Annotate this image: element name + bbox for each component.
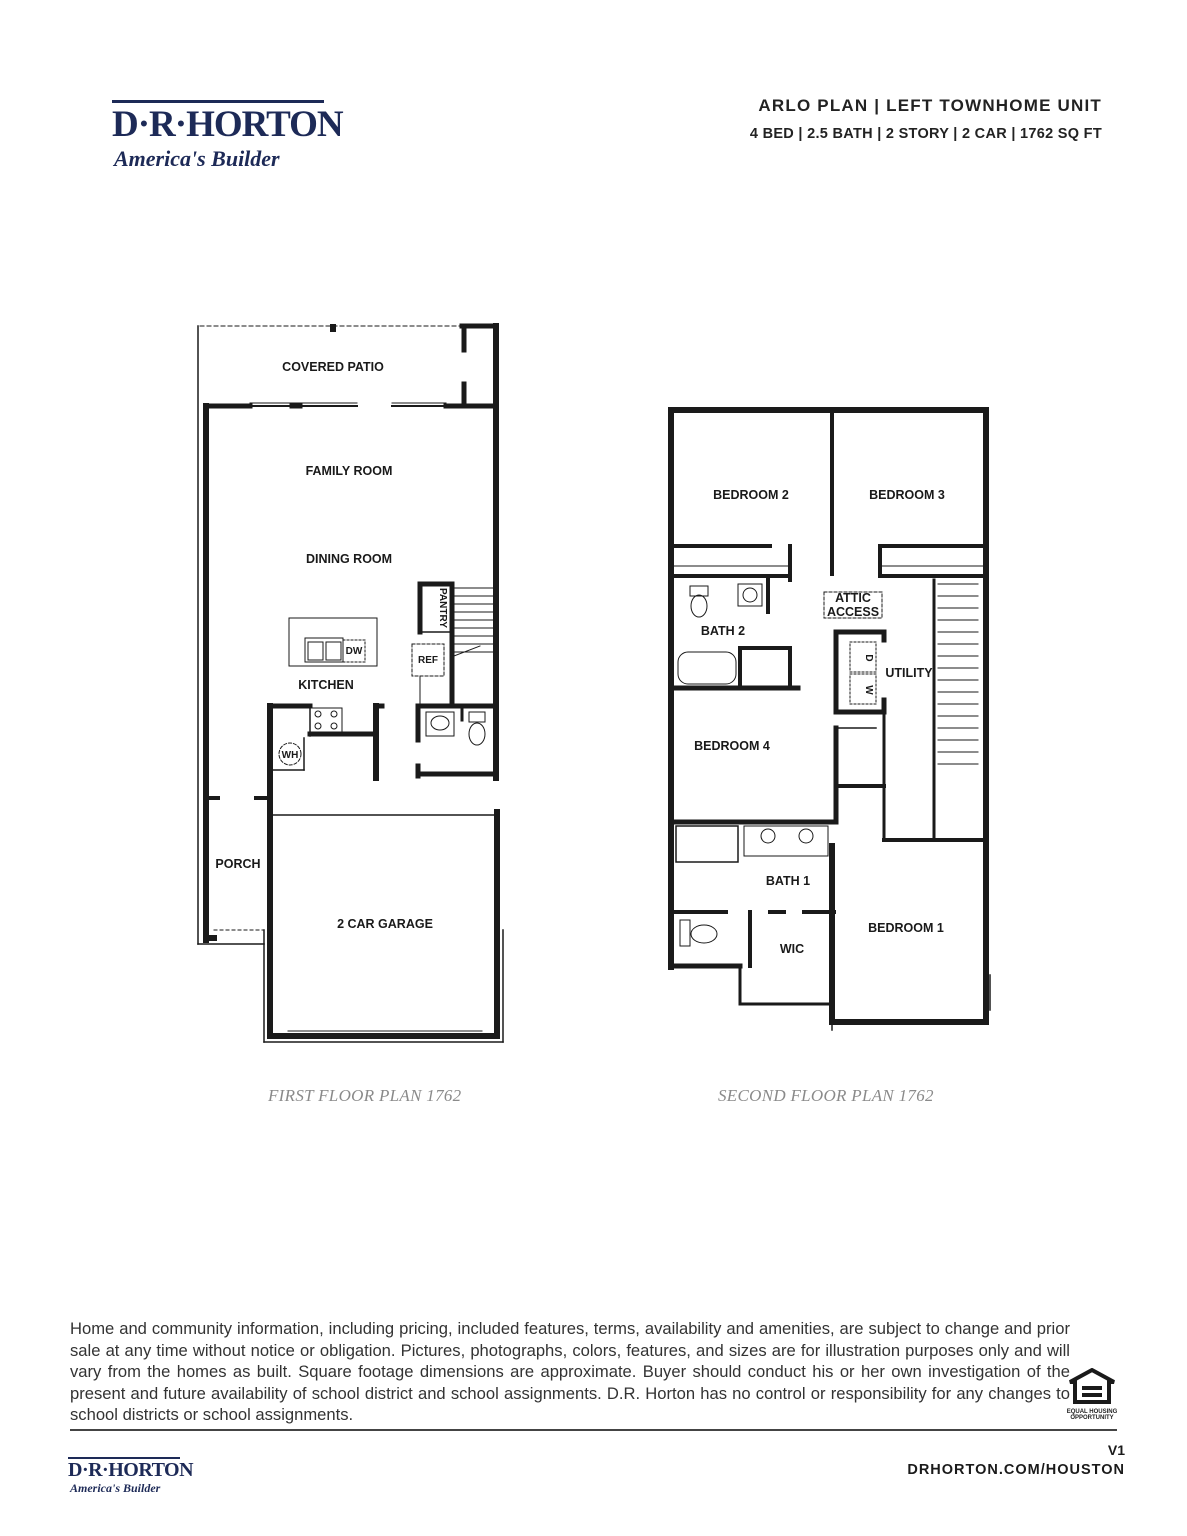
second-floor-caption: SECOND FLOOR PLAN 1762 <box>718 1086 934 1105</box>
plan-title: ARLO PLAN | LEFT TOWNHOME UNIT <box>758 96 1102 115</box>
website-link[interactable]: DRHORTON.COM/HOUSTON <box>907 1462 1125 1478</box>
first-floor-caption: FIRST FLOOR PLAN 1762 <box>268 1086 462 1105</box>
equal-housing-line2: OPPORTUNITY <box>1070 1415 1114 1421</box>
pantry-label: PANTRY <box>437 588 448 628</box>
footer-divider <box>70 1429 1117 1431</box>
family-room-label: FAMILY ROOM <box>305 464 393 478</box>
equal-housing-line1: EQUAL HOUSING <box>1066 1409 1118 1415</box>
equal-housing-icon <box>1067 1368 1117 1404</box>
bedroom-4-label: BEDROOM 4 <box>694 739 770 753</box>
disclaimer-text: Home and community information, including pricing, included features, terms, availability and amenities, are subject to change and prior sale at any time without notice or obligation. Pictures, photographs, colors, features, and sizes are for illustration purposes only and will vary from the homes as built. Square footage dimensions are approximate. Buyer should conduct his or her own investigation of the present and future availability of school district and school assignments. D.R. Horton has no control or responsibility for any changes to school districts or school assignments. <box>70 1319 1070 1424</box>
covered-patio-label: COVERED PATIO <box>282 360 384 374</box>
second-floor-labels <box>694 488 945 956</box>
garage-label: 2 CAR GARAGE <box>337 917 433 931</box>
logo-wordmark: D·R·HORTON <box>112 104 343 145</box>
dishwasher-label: DW <box>345 646 363 657</box>
refrigerator-label: REF <box>418 655 438 666</box>
dining-room-label: DINING ROOM <box>305 552 393 566</box>
first-floor-stairs <box>454 588 494 656</box>
attic-label-line2: ACCESS <box>826 605 880 619</box>
attic-label-line1: ATTIC <box>835 591 871 605</box>
plan-specs: 4 BED | 2.5 BATH | 2 STORY | 2 CAR | 1762 SQ FT <box>749 126 1102 142</box>
equal-housing-logo <box>1066 1368 1118 1421</box>
second-floor-stairs <box>938 584 978 764</box>
version-label: V1 <box>1107 1442 1125 1458</box>
kitchen-label: KITCHEN <box>298 678 354 692</box>
logo-tagline: America's Builder <box>114 146 280 171</box>
bedroom-3-label: BEDROOM 3 <box>869 488 945 502</box>
second-floor-plan <box>671 410 990 1030</box>
bath-1-label: BATH 1 <box>765 874 811 888</box>
footer-logo-wordmark: D·R·HORTON <box>68 1459 194 1481</box>
washer-label: W <box>863 685 874 695</box>
footer-drhorton-logo <box>68 1457 194 1496</box>
first-floor-labels <box>215 360 448 931</box>
bath-2-label: BATH 2 <box>700 624 746 638</box>
wic-label: WIC <box>779 942 805 956</box>
utility-label: UTILITY <box>885 666 933 680</box>
dryer-label: D <box>863 654 874 662</box>
porch-label: PORCH <box>215 857 261 871</box>
bedroom-2-label: BEDROOM 2 <box>713 488 789 502</box>
bedroom-1-label: BEDROOM 1 <box>868 921 944 935</box>
footer-logo-tagline: America's Builder <box>70 1481 161 1495</box>
water-heater-label: WH <box>281 750 299 761</box>
